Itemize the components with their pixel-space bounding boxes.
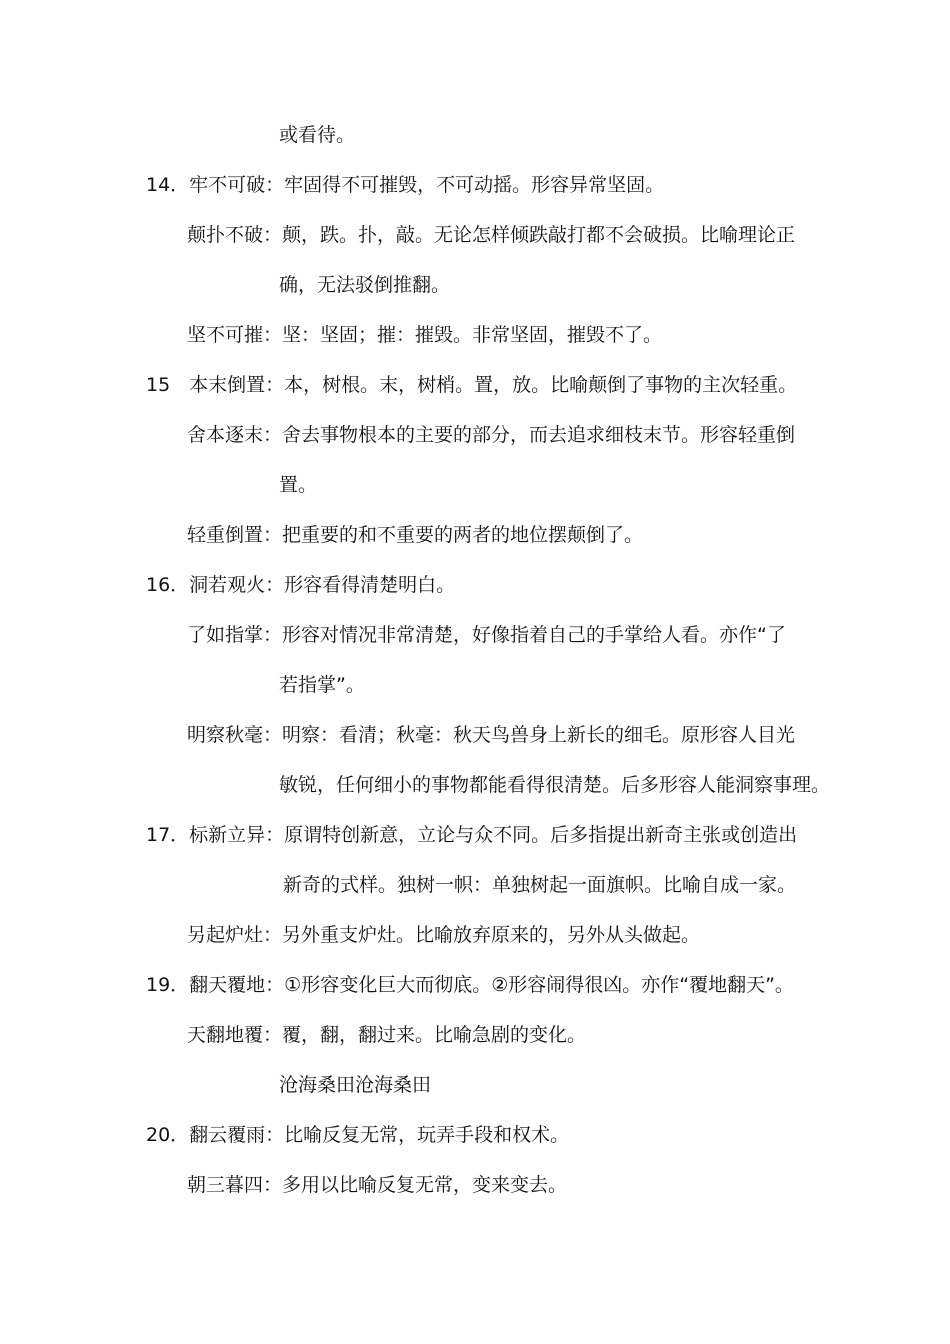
text-line-3: 颠扑不破：颠，跌。扑，敲。无论怎样倾跌敲打都不会破损。比喻理论正	[187, 224, 796, 246]
text-line-13: 明察秋毫：明察：看清；秋毫：秋天鸟兽身上新长的细毛。原形容人目光	[187, 724, 796, 746]
text-line-9: 轻重倒置：把重要的和不重要的两者的地位摆颠倒了。	[187, 524, 644, 546]
text-line-8: 置。	[279, 474, 318, 496]
text-line-14: 敏锐，任何细小的事物都能看得很清楚。后多形容人能洞察事理。	[279, 774, 831, 796]
text-line-17: 另起炉灶：另外重支炉灶。比喻放弃原来的，另外从头做起。	[187, 924, 701, 946]
text-line-7: 舍本逐末：舍去事物根本的主要的部分，而去追求细枝末节。形容轻重倒	[187, 424, 796, 446]
text-line-11: 了如指掌：形容对情况非常清楚，好像指着自己的手掌给人看。亦作“了	[187, 624, 786, 646]
text-line-22: 朝三暮四：多用以比喻反复无常，变来变去。	[187, 1174, 568, 1196]
text-line-2: 14．牢不可破：牢固得不可摧毁，不可动摇。形容异常坚固。	[146, 174, 665, 196]
text-line-5: 坚不可摧：坚：坚固；摧：摧毁。非常坚固，摧毁不了。	[187, 324, 663, 346]
text-line-20: 沧海桑田沧海桑田	[279, 1074, 432, 1096]
text-line-6: 15 本末倒置：本，树根。末，树梢。置，放。比喻颠倒了事物的主次轻重。	[146, 374, 798, 396]
text-line-10: 16．洞若观火：形容看得清楚明白。	[146, 574, 456, 596]
text-line-16: 新奇的式样。独树一帜：单独树起一面旗帜。比喻自成一家。	[283, 874, 797, 896]
text-line-18: 19．翻天覆地：①形容变化巨大而彻底。②形容闹得很凶。亦作“覆地翻天”。	[146, 974, 794, 996]
text-line-19: 天翻地覆：覆，翻，翻过来。比喻急剧的变化。	[187, 1024, 587, 1046]
text-line-15: 17．标新立异：原谓特创新意，立论与众不同。后多指提出新奇主张或创造出	[146, 824, 798, 846]
text-line-4: 确，无法驳倒推翻。	[279, 274, 451, 296]
text-line-12: 若指掌”。	[279, 674, 365, 696]
text-line-21: 20．翻云覆雨：比喻反复无常，玩弄手段和权术。	[146, 1124, 570, 1146]
text-line-1: 或看待。	[279, 124, 356, 146]
